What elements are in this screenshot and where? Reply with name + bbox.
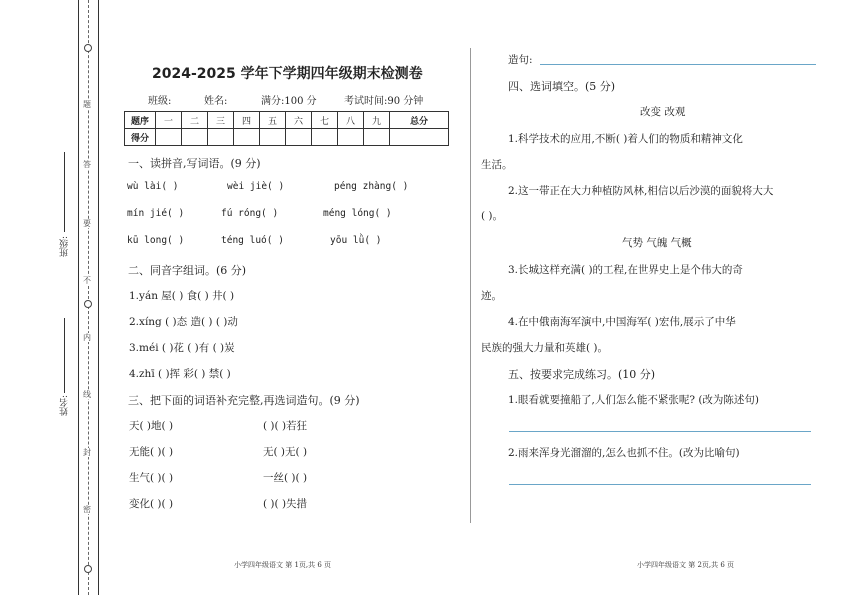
idiom-item[interactable]: 生气( )( )	[129, 472, 174, 484]
idiom-item[interactable]: 一丝( )( )	[263, 472, 308, 484]
binding-class-field[interactable]	[64, 152, 65, 232]
q4-4-line2[interactable]: 民族的强大力量和英雄( )。	[481, 342, 609, 354]
score-cell[interactable]	[364, 129, 390, 146]
pinyin-item[interactable]: wèi jiè( )	[227, 181, 285, 192]
score-header-cell: 题序	[125, 112, 156, 129]
pinyin-item[interactable]: téng luó( )	[221, 235, 284, 246]
cut-char: 要	[83, 219, 91, 228]
binding-hole-icon	[84, 44, 92, 52]
pinyin-item[interactable]: wù lài( )	[127, 181, 179, 192]
score-header-cell: 总分	[390, 112, 449, 129]
idiom-item[interactable]: 天( )地( )	[129, 420, 174, 432]
footer-right: 小学四年级语文 第 2页,共 6 页	[637, 561, 735, 569]
idiom-item[interactable]: 无( )无( )	[263, 446, 308, 458]
q5-2: 2.雨来浑身光溜溜的,怎么也抓不住。(改为比喻句)	[508, 447, 740, 459]
pinyin-item[interactable]: mín jié( )	[127, 208, 185, 219]
q4-1-line2: 生活。	[481, 159, 513, 171]
section2-heading: 二、同音字组词。(6 分)	[128, 264, 247, 277]
sentence-answer-line[interactable]	[540, 64, 816, 65]
pinyin-item[interactable]: fú róng( )	[221, 208, 279, 219]
homophone-row[interactable]: 4.zhī ( )挥 彩( ) 禁( )	[129, 368, 231, 380]
binding-margin	[0, 0, 100, 595]
idiom-item[interactable]: ( )( )若狂	[263, 420, 308, 432]
score-header-cell: 九	[364, 112, 390, 129]
binding-hole-icon	[84, 300, 92, 308]
cut-char: 题	[83, 100, 91, 109]
q4-2-line1: 2.这一带正在大力种植防风林,相信以后沙漠的面貌将大大	[508, 185, 774, 197]
page-divider	[470, 48, 471, 523]
score-cell[interactable]	[156, 129, 182, 146]
idiom-item[interactable]: ( )( )失措	[263, 498, 308, 510]
score-cell[interactable]	[260, 129, 286, 146]
score-cell[interactable]	[390, 129, 449, 146]
cut-char: 密	[83, 505, 91, 514]
cut-char: 答	[83, 160, 91, 169]
homophone-row[interactable]: 1.yán 屋( ) 食( ) 井( )	[129, 290, 235, 302]
binding-hole-icon	[84, 565, 92, 573]
info-time: 考试时间:90 分钟	[344, 96, 424, 107]
score-header-cell: 一	[156, 112, 182, 129]
pinyin-item[interactable]: méng lóng( )	[323, 208, 392, 219]
score-header-cell: 七	[312, 112, 338, 129]
score-cell[interactable]	[312, 129, 338, 146]
score-header-cell: 六	[286, 112, 312, 129]
section5-heading: 五、按要求完成练习。(10 分)	[508, 368, 656, 381]
score-table-header-row	[125, 112, 449, 129]
pinyin-item[interactable]: yōu lǜ( )	[330, 235, 382, 246]
score-table-score-row	[125, 129, 449, 146]
section3-heading: 三、把下面的词语补充完整,再选词造句。(9 分)	[128, 394, 360, 407]
score-row-label: 得分	[125, 129, 156, 146]
q5-1-answer-line[interactable]	[509, 431, 811, 432]
score-header-cell: 五	[260, 112, 286, 129]
binding-class-label: 班级:	[60, 236, 70, 258]
section1-heading: 一、读拼音,写词语。(9 分)	[128, 157, 261, 170]
pinyin-item[interactable]: kū long( )	[127, 235, 185, 246]
word-choices-2: 气势 气魄 气概	[622, 237, 692, 249]
make-sentence-label: 造句:	[508, 54, 533, 66]
score-header-cell: 八	[338, 112, 364, 129]
q4-1-line1[interactable]: 1.科学技术的应用,不断( )着人们的物质和精神文化	[508, 133, 743, 145]
binding-name-label: 姓名:	[60, 395, 70, 417]
info-full-score: 满分:100 分	[261, 96, 317, 107]
binding-line-inner	[98, 0, 99, 595]
idiom-item[interactable]: 变化( )( )	[129, 498, 174, 510]
q4-2-line2[interactable]: ( )。	[481, 210, 504, 222]
cut-char: 线	[83, 390, 91, 399]
score-cell[interactable]	[286, 129, 312, 146]
cut-char: 内	[83, 333, 91, 342]
score-header-cell: 三	[208, 112, 234, 129]
info-class: 班级:	[148, 96, 172, 107]
score-header-cell: 四	[234, 112, 260, 129]
exam-title: 2024-2025 学年下学期四年级期末检测卷	[152, 66, 423, 82]
cut-char: 封	[83, 448, 91, 457]
idiom-item[interactable]: 无能( )( )	[129, 446, 174, 458]
footer-left: 小学四年级语文 第 1页,共 6 页	[234, 561, 332, 569]
q4-3-line1[interactable]: 3.长城这样充满( )的工程,在世界史上是个伟大的奇	[508, 264, 743, 276]
homophone-row[interactable]: 2.xíng ( )态 造( ) ( )动	[129, 316, 238, 328]
score-table	[124, 111, 449, 146]
q5-1: 1.眼看就要撞船了,人们怎么能不紧张呢? (改为陈述句)	[508, 394, 760, 406]
info-name: 姓名:	[204, 96, 228, 107]
score-header-cell: 二	[182, 112, 208, 129]
word-choices-1: 改变 改观	[640, 106, 686, 118]
binding-name-field[interactable]	[64, 318, 65, 393]
cut-char: 不	[83, 276, 91, 285]
q5-2-answer-line[interactable]	[509, 484, 811, 485]
homophone-row[interactable]: 3.méi ( )花 ( )有 ( )炭	[129, 342, 235, 354]
score-cell[interactable]	[182, 129, 208, 146]
binding-line	[78, 0, 79, 595]
pinyin-item[interactable]: péng zhàng( )	[334, 181, 409, 192]
score-cell[interactable]	[208, 129, 234, 146]
q4-4-line1[interactable]: 4.在中俄南海军演中,中国海军( )宏伟,展示了中华	[508, 316, 736, 328]
section4-heading: 四、选词填空。(5 分)	[508, 80, 616, 93]
score-cell[interactable]	[234, 129, 260, 146]
score-cell[interactable]	[338, 129, 364, 146]
q4-3-line2: 迹。	[481, 290, 502, 302]
